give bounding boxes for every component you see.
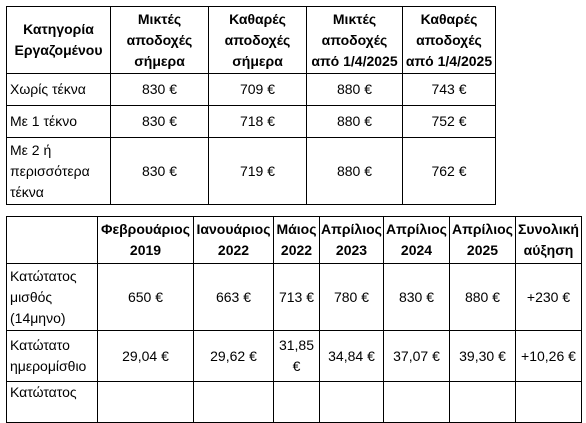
table-cell: 830 € — [384, 264, 450, 331]
header-empty — [7, 217, 98, 264]
table-cell: 830 € — [111, 106, 209, 138]
header-apr-2025: Απρίλιος 2025 — [450, 217, 516, 264]
table-cell: 37,07 € — [384, 331, 450, 382]
table-cell: 880 € — [307, 138, 403, 205]
table-cell — [194, 382, 274, 423]
row-label: Κατώτατος — [7, 382, 98, 423]
header-apr-2024: Απρίλιος 2024 — [384, 217, 450, 264]
table-row — [7, 106, 496, 138]
header-net-today: Καθαρές αποδοχές σήμερα — [209, 7, 307, 74]
table-cell — [98, 382, 194, 423]
table-cell: 34,84 € — [320, 331, 384, 382]
table-cell — [450, 382, 516, 423]
table-cell: 780 € — [320, 264, 384, 331]
wages-table — [6, 6, 496, 205]
table-cell: 31,85 € — [274, 331, 320, 382]
header-jan-2022: Ιανουάριος 2022 — [194, 217, 274, 264]
table-cell: 880 € — [307, 106, 403, 138]
table-cell: 663 € — [194, 264, 274, 331]
table-cell: 713 € — [274, 264, 320, 331]
table-cell: +230 € — [516, 264, 582, 331]
header-gross-today: Μικτές αποδοχές σήμερα — [111, 7, 209, 74]
table-cell: 718 € — [209, 106, 307, 138]
header-category: Κατηγορία Εργαζομένου — [7, 7, 111, 74]
table-header-row — [7, 7, 496, 74]
table-row — [7, 74, 496, 106]
table-cell: 880 € — [307, 74, 403, 106]
table-cell: 830 € — [111, 138, 209, 205]
table-cell: 752 € — [403, 106, 496, 138]
minimum-wage-table — [6, 216, 582, 423]
table-row — [7, 331, 582, 382]
table-cell: 719 € — [209, 138, 307, 205]
table-cell: 709 € — [209, 74, 307, 106]
row-label: Χωρίς τέκνα — [7, 74, 111, 106]
table-header-row — [7, 217, 582, 264]
table-cell: 29,04 € — [98, 331, 194, 382]
table-cell: 880 € — [450, 264, 516, 331]
header-net-2025: Καθαρές αποδοχές από 1/4/2025 — [403, 7, 496, 74]
table-cell: 762 € — [403, 138, 496, 205]
row-label: Κατώτατος μισθός (14μηνο) — [7, 264, 98, 331]
table-cell: 743 € — [403, 74, 496, 106]
table-row — [7, 382, 582, 423]
header-total-increase: Συνολική αύξηση — [516, 217, 582, 264]
table-cell — [516, 382, 582, 423]
row-label: Με 2 ή περισσότερα τέκνα — [7, 138, 111, 205]
header-gross-2025: Μικτές αποδοχές από 1/4/2025 — [307, 7, 403, 74]
table-row — [7, 264, 582, 331]
table-cell — [274, 382, 320, 423]
table-cell: 830 € — [111, 74, 209, 106]
row-label: Με 1 τέκνο — [7, 106, 111, 138]
row-label: Κατώτατο ημερομίσθιο — [7, 331, 98, 382]
table-cell: +10,26 € — [516, 331, 582, 382]
table-cell: 29,62 € — [194, 331, 274, 382]
header-apr-2023: Απρίλιος 2023 — [320, 217, 384, 264]
header-feb-2019: Φεβρουάριος 2019 — [98, 217, 194, 264]
table-cell: 650 € — [98, 264, 194, 331]
table-cell — [320, 382, 384, 423]
header-may-2022: Μάιος 2022 — [274, 217, 320, 264]
table-cell: 39,30 € — [450, 331, 516, 382]
table-cell — [384, 382, 450, 423]
table-row — [7, 138, 496, 205]
